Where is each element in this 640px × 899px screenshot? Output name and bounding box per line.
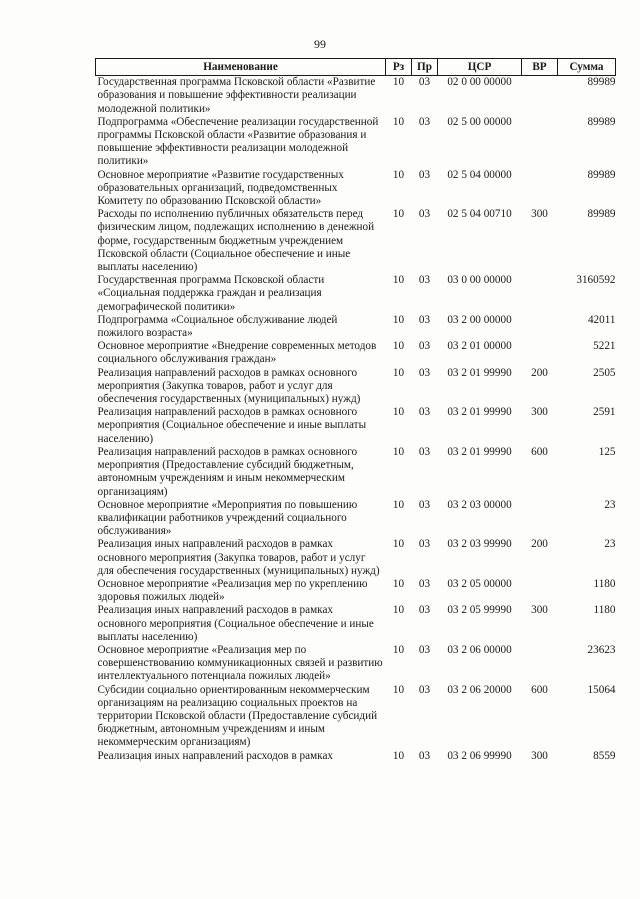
cell-sum: 125 <box>598 445 616 458</box>
cell-pr: 03 <box>418 643 431 656</box>
cell-name: Подпрограмма «Обеспечение реализации государственной программы Псковской области «Развитие образования и повышение эффективности реализации молодежной политики» <box>97 115 379 168</box>
cell-sum: 2591 <box>593 406 616 419</box>
cell-rz: 10 <box>392 313 405 326</box>
cell-name: Основное мероприятие «Мероприятия по повышению квалификации работников учреждений социального обслуживания» <box>97 498 358 538</box>
header-pr: Пр <box>412 59 438 76</box>
table-row <box>96 538 616 578</box>
cell-sum: 23 <box>604 538 616 551</box>
cell-sum: 23623 <box>587 643 616 656</box>
table-header <box>96 59 616 76</box>
table-row <box>96 750 616 763</box>
table-body <box>96 76 616 763</box>
cell-pr: 03 <box>418 538 431 551</box>
table-row <box>96 169 616 209</box>
cell-vr <box>522 499 558 539</box>
cell-pr: 03 <box>418 406 431 419</box>
cell-rz: 10 <box>392 115 405 128</box>
cell-rz: 10 <box>392 498 405 511</box>
cell-pr: 03 <box>418 604 431 617</box>
header-rz: Рз <box>386 59 412 76</box>
cell-pr: 03 <box>418 208 431 221</box>
cell-rz: 10 <box>392 683 405 696</box>
cell-name: Основное мероприятие «Реализация мер по укреплению здоровья пожилых людей» <box>97 577 368 604</box>
table-row <box>96 499 616 539</box>
cell-name: Реализация иных направлений расходов в рамках основного мероприятия (Социальное обеспечение и иные выплаты населению) <box>97 604 374 643</box>
cell-rz: 10 <box>392 643 405 656</box>
cell-vr <box>522 340 558 366</box>
cell-csr: 03 2 06 00000 <box>447 643 512 656</box>
cell-rz: 10 <box>392 604 405 617</box>
cell-sum: 15064 <box>587 683 616 696</box>
cell-vr: 200 <box>531 538 548 551</box>
header-sum: Сумма <box>558 59 616 76</box>
cell-rz: 10 <box>392 406 405 419</box>
cell-name: Основное мероприятие «Развитие государственных образовательных организаций, подведомственных Комитету по образованию Псковской области» <box>97 168 344 208</box>
cell-name: Подпрограмма «Социальное обслуживание людей пожилого возраста» <box>97 313 338 340</box>
cell-vr <box>522 76 558 116</box>
cell-vr <box>522 274 558 314</box>
cell-sum: 8559 <box>593 749 616 762</box>
cell-pr: 03 <box>418 76 431 89</box>
cell-name: Расходы по исполнению публичных обязательств перед физическим лицом, подлежащих исполнению в денежной форме, государственным бюджетным учреждением Псковской области (Социальное обеспечение и иные выплаты населению) <box>97 208 375 274</box>
table-row <box>96 446 616 499</box>
cell-csr: 03 2 01 99990 <box>447 406 512 419</box>
cell-sum: 1180 <box>593 577 616 590</box>
table-row <box>96 367 616 407</box>
budget-table <box>95 58 616 763</box>
cell-sum: 3160592 <box>576 274 616 287</box>
cell-sum: 2505 <box>593 366 616 379</box>
cell-sum: 1180 <box>593 604 616 617</box>
cell-pr: 03 <box>418 445 431 458</box>
cell-rz: 10 <box>392 577 405 590</box>
table-row <box>96 406 616 446</box>
cell-pr: 03 <box>418 274 431 287</box>
cell-name: Основное мероприятие «Внедрение современных методов социального обслуживания граждан» <box>97 340 377 366</box>
cell-vr: 300 <box>531 604 548 617</box>
cell-csr: 03 2 06 20000 <box>447 683 512 696</box>
cell-csr: 03 2 03 00000 <box>447 498 512 511</box>
cell-csr: 03 2 00 00000 <box>447 313 512 326</box>
table-row <box>96 340 616 366</box>
cell-name: Реализация иных направлений расходов в рамках основного мероприятия (Закупка товаров, работ и услуг для обеспечения государственных (муниципальных) нужд) <box>97 538 380 577</box>
cell-name: Реализация направлений расходов в рамках основного мероприятия (Предоставление субсидий бюджетным, автономным учреждениям и иным некоммерческим организациям) <box>97 445 358 498</box>
cell-csr: 02 5 04 00000 <box>447 168 512 181</box>
cell-name: Реализация направлений расходов в рамках основного мероприятия (Социальное обеспечение и иные выплаты населению) <box>97 406 367 445</box>
cell-rz: 10 <box>392 208 405 221</box>
cell-csr: 02 5 00 00000 <box>447 115 512 128</box>
cell-csr: 02 5 04 00710 <box>447 208 512 221</box>
cell-name: Реализация направлений расходов в рамках основного мероприятия (Закупка товаров, работ и услуг для обеспечения государственных (муниципальных) нужд) <box>97 366 361 406</box>
cell-csr: 03 2 06 99990 <box>447 749 512 762</box>
cell-name: Реализация иных направлений расходов в рамках <box>97 749 334 762</box>
cell-pr: 03 <box>418 577 431 590</box>
cell-sum: 42011 <box>587 313 616 326</box>
cell-rz: 10 <box>392 76 405 89</box>
cell-pr: 03 <box>418 313 431 326</box>
cell-name: Субсидии социально ориентированным некоммерческим организациям на реализацию социальных проектов на территории Псковской области (Предоставление субсидий бюджетным, автономным учреждениям и иным некоммерческим организациям) <box>97 683 378 749</box>
cell-vr <box>522 578 558 604</box>
table-row <box>96 604 616 644</box>
cell-vr <box>522 116 558 169</box>
cell-csr: 03 2 01 00000 <box>447 340 512 353</box>
cell-pr: 03 <box>418 366 431 379</box>
cell-vr: 200 <box>531 366 548 379</box>
cell-csr: 03 2 05 99990 <box>447 604 512 617</box>
cell-pr: 03 <box>418 340 431 353</box>
cell-vr: 300 <box>531 208 548 221</box>
cell-csr: 03 0 00 00000 <box>447 274 512 287</box>
cell-rz: 10 <box>392 340 405 353</box>
cell-vr: 600 <box>531 445 548 458</box>
cell-sum: 23 <box>604 498 616 511</box>
cell-sum: 89989 <box>587 168 616 181</box>
cell-pr: 03 <box>418 683 431 696</box>
cell-rz: 10 <box>392 366 405 379</box>
cell-pr: 03 <box>418 168 431 181</box>
header-vr: ВР <box>522 59 558 76</box>
cell-pr: 03 <box>418 115 431 128</box>
cell-pr: 03 <box>418 749 431 762</box>
header-name: Наименование <box>96 59 386 76</box>
cell-name: Государственная программа Псковской области «Социальная поддержка граждан и реализация демографической политики» <box>97 274 325 313</box>
cell-sum: 5221 <box>593 340 616 353</box>
cell-csr: 03 2 03 99990 <box>447 538 512 551</box>
cell-name: Государственная программа Псковской области «Развитие образования и повышение эффективности реализации молодежной политики» <box>97 76 376 115</box>
cell-vr <box>522 169 558 209</box>
table-row <box>96 116 616 169</box>
table-row <box>96 644 616 684</box>
cell-pr: 03 <box>418 498 431 511</box>
table-row <box>96 578 616 604</box>
header-csr: ЦСР <box>438 59 522 76</box>
cell-rz: 10 <box>392 168 405 181</box>
cell-sum: 89989 <box>587 76 616 89</box>
cell-vr: 600 <box>531 683 548 696</box>
table-row <box>96 208 616 274</box>
cell-csr: 03 2 05 00000 <box>447 577 512 590</box>
cell-vr: 300 <box>531 406 548 419</box>
cell-vr <box>522 314 558 340</box>
cell-vr: 300 <box>531 749 548 762</box>
cell-sum: 89989 <box>587 208 616 221</box>
cell-csr: 02 0 00 00000 <box>447 76 512 89</box>
cell-rz: 10 <box>392 445 405 458</box>
cell-sum: 89989 <box>587 115 616 128</box>
cell-csr: 03 2 01 99990 <box>447 366 512 379</box>
cell-name: Основное мероприятие «Реализация мер по совершенствованию коммуникационных связей и развитию интеллектуального потенциала пожилых людей» <box>97 643 383 683</box>
page-number: 99 <box>314 37 326 51</box>
table-row <box>96 274 616 314</box>
cell-rz: 10 <box>392 274 405 287</box>
cell-rz: 10 <box>392 749 405 762</box>
cell-rz: 10 <box>392 538 405 551</box>
cell-csr: 03 2 01 99990 <box>447 445 512 458</box>
table-row <box>96 76 616 116</box>
cell-vr <box>522 644 558 684</box>
table-row <box>96 684 616 750</box>
table-row <box>96 314 616 340</box>
